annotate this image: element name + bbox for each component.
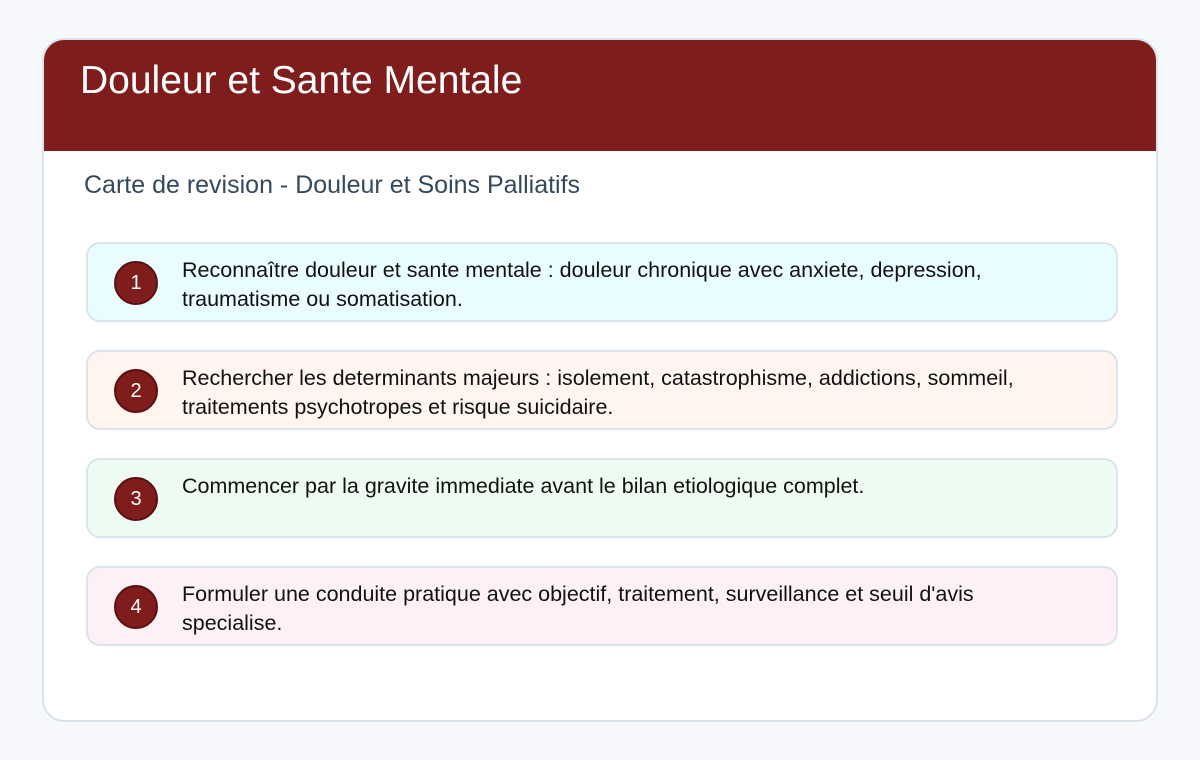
step-item-3 (86, 458, 1118, 538)
step-number-badge: 4 (114, 585, 158, 629)
step-text: Rechercher les determinants majeurs : isolement, catastrophisme, addictions, sommeil, traitements psychotropes et risque suicidaire. (182, 366, 1014, 419)
step-number-badge: 1 (114, 261, 158, 305)
card-header (44, 40, 1156, 151)
step-text: Formuler une conduite pratique avec objectif, traitement, surveillance et seuil d'avis specialise. (182, 582, 974, 635)
step-item-2 (86, 350, 1118, 430)
step-text: Reconnaître douleur et sante mentale : douleur chronique avec anxiete, depression, traumatisme ou somatisation. (182, 258, 982, 311)
card-title: Douleur et Sante Mentale (80, 59, 523, 102)
step-text: Commencer par la gravite immediate avant le bilan etiologique complet. (182, 474, 865, 498)
step-number-badge: 2 (114, 369, 158, 413)
revision-card (42, 38, 1158, 722)
step-number-badge: 3 (114, 477, 158, 521)
step-item-1 (86, 242, 1118, 322)
step-item-4 (86, 566, 1118, 646)
card-subtitle: Carte de revision - Douleur et Soins Palliatifs (84, 171, 581, 199)
